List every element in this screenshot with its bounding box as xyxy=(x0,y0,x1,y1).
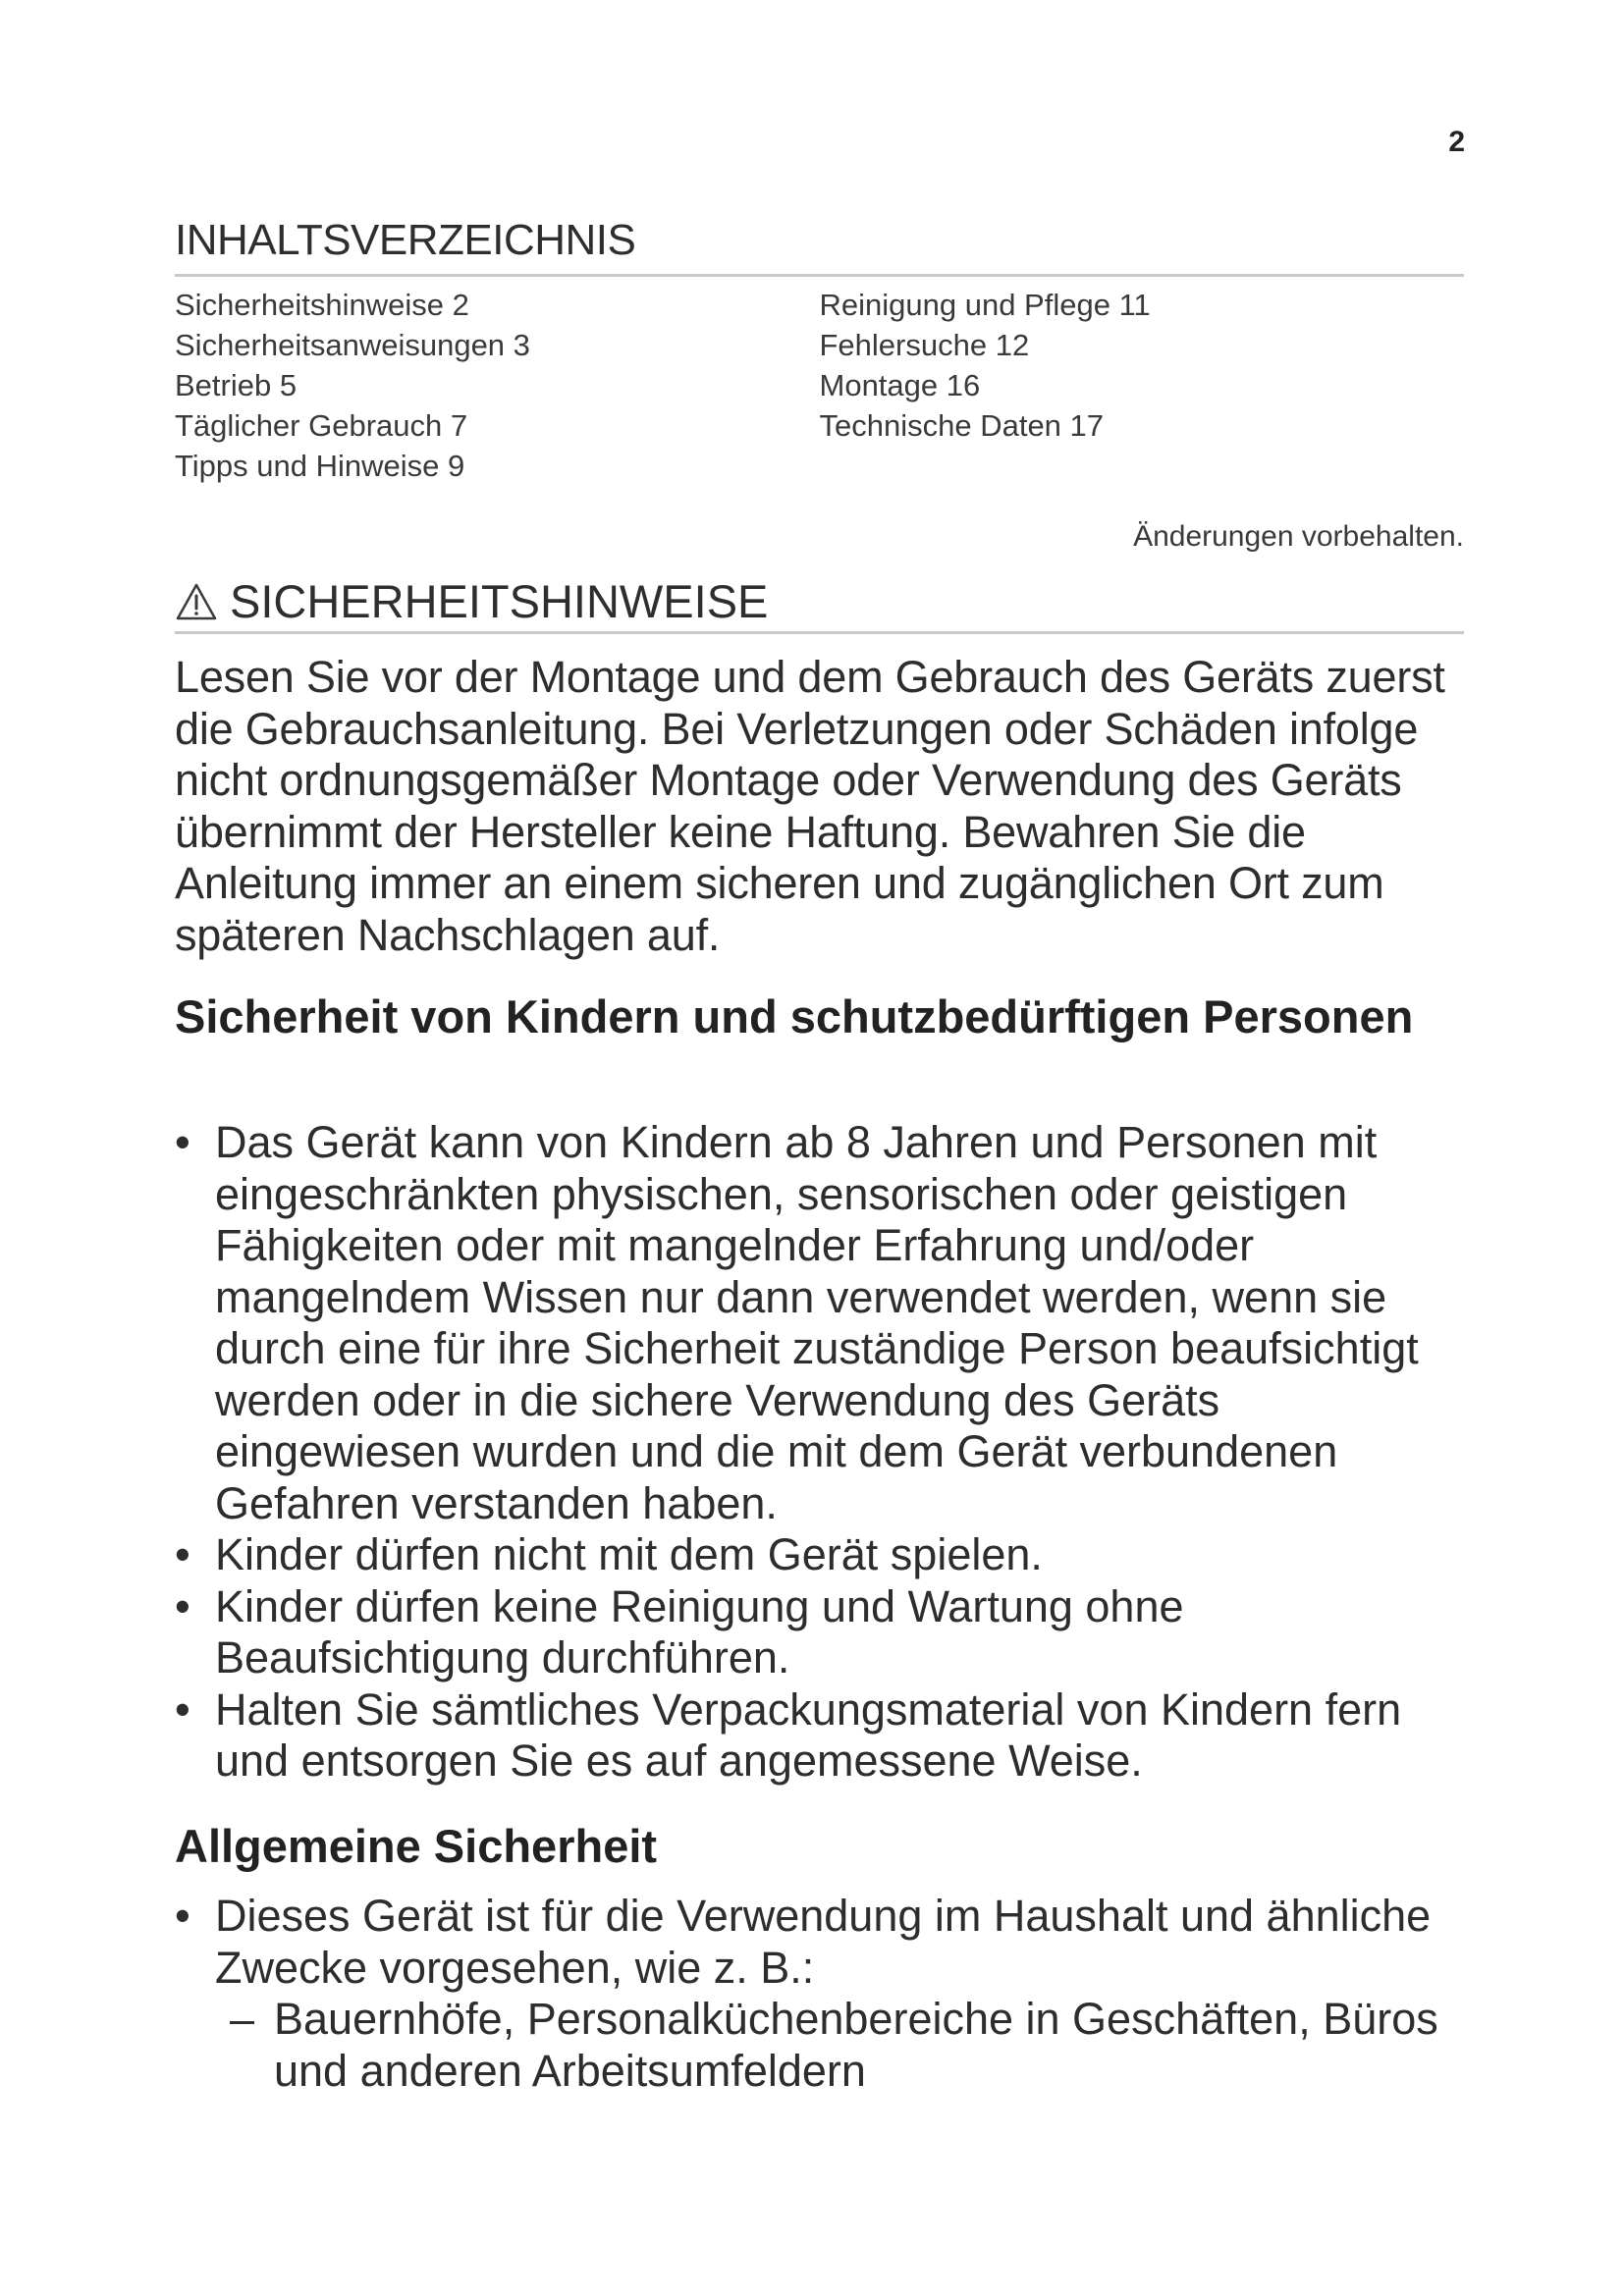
general-safety-heading: Allgemeine Sicherheit xyxy=(175,1820,658,1872)
list-item-text: Dieses Gerät ist für die Verwendung im Haushalt und ähnliche Zwecke vorgesehen, wie z. B.: xyxy=(215,1891,1432,1993)
toc-item-tipps-und-hinweise[interactable]: Tipps und Hinweise 9 xyxy=(175,449,465,483)
toc-item-montage[interactable]: Montage 16 xyxy=(819,368,981,402)
list-item-text: Kinder dürfen nicht mit dem Gerät spielen. xyxy=(215,1529,1043,1579)
page-number: 2 xyxy=(1448,126,1465,158)
toc-item-taeglicher-gebrauch[interactable]: Täglicher Gebrauch 7 xyxy=(175,408,468,443)
list-item xyxy=(175,1891,1464,1994)
toc-item-fehlersuche[interactable]: Fehlersuche 12 xyxy=(819,328,1030,362)
list-item xyxy=(175,1581,1464,1684)
list-item xyxy=(175,1529,1464,1581)
safety-title-text: SICHERHEITSHINWEISE xyxy=(230,575,769,627)
toc-title: INHALTSVERZEICHNIS xyxy=(175,216,636,264)
bullet: • xyxy=(175,1891,190,1941)
toc-item-reinigung-und-pflege[interactable]: Reinigung und Pflege 11 xyxy=(819,288,1151,322)
dash: – xyxy=(230,1994,255,2044)
list-item-text: Das Gerät kann von Kindern ab 8 Jahren und Personen mit eingeschränkten physischen, sensorischen oder geistigen Fähigkeiten oder mit mangelnder Erfahrung und/oder mangelndem Wissen nur dann verwendet werden, wenn sie durch eine für ihre Sicherheit zuständige Person beaufsichtigt werden oder in die sichere Verwendung des Geräts eingewiesen wurden und die mit dem Gerät verbundenen Gefahren verstanden haben. xyxy=(215,1117,1419,1528)
bullet: • xyxy=(175,1117,190,1167)
list-item xyxy=(175,1117,1464,1529)
safety-divider xyxy=(175,631,1464,634)
safety-section-title xyxy=(175,573,1464,630)
toc-list xyxy=(175,285,1464,486)
sub-list-item-text: Bauernhöfe, Personalküchenbereiche in Geschäften, Büros und anderen Arbeitsumfeldern xyxy=(274,1994,1438,2096)
general-safety-list xyxy=(175,1891,1464,2097)
toc-column-right xyxy=(820,285,1465,486)
toc-item-technische-daten[interactable]: Technische Daten 17 xyxy=(819,408,1105,443)
list-item xyxy=(175,1684,1464,1788)
children-safety-list xyxy=(175,1117,1464,1788)
toc-item-sicherheitshinweise[interactable]: Sicherheitshinweise 2 xyxy=(175,288,469,322)
warning-triangle-icon xyxy=(175,582,218,621)
bullet: • xyxy=(175,1580,190,1631)
changes-reserved-note: Änderungen vorbehalten. xyxy=(1133,520,1464,553)
sub-list-item xyxy=(175,1994,1464,2097)
toc-item-betrieb[interactable]: Betrieb 5 xyxy=(175,368,298,402)
children-safety-heading: Sicherheit von Kindern und schutzbedürftigen Personen xyxy=(175,990,1414,1042)
safety-intro-paragraph: Lesen Sie vor der Montage und dem Gebrauch des Geräts zuerst die Gebrauchsanleitung. Bei Verletzungen oder Schäden infolge nicht ordnungsgemäßer Montage oder Verwendung des Geräts übernimmt der Hersteller keine Haftung. Bewahren Sie die Anleitung immer an einem sicheren und zugänglichen Ort zum späteren Nachschlagen auf. xyxy=(175,652,1445,960)
toc-column-left xyxy=(175,285,820,486)
bullet: • xyxy=(175,1683,190,1735)
list-item-text: Kinder dürfen keine Reinigung und Wartung ohne Beaufsichtigung durchführen. xyxy=(215,1580,1184,1682)
list-item-text: Halten Sie sämtliches Verpackungsmaterial von Kindern fern und entsorgen Sie es auf angemessene Weise. xyxy=(215,1683,1402,1786)
toc-divider xyxy=(175,274,1464,277)
toc-item-sicherheitsanweisungen[interactable]: Sicherheitsanweisungen 3 xyxy=(175,328,530,362)
bullet: • xyxy=(175,1529,190,1579)
